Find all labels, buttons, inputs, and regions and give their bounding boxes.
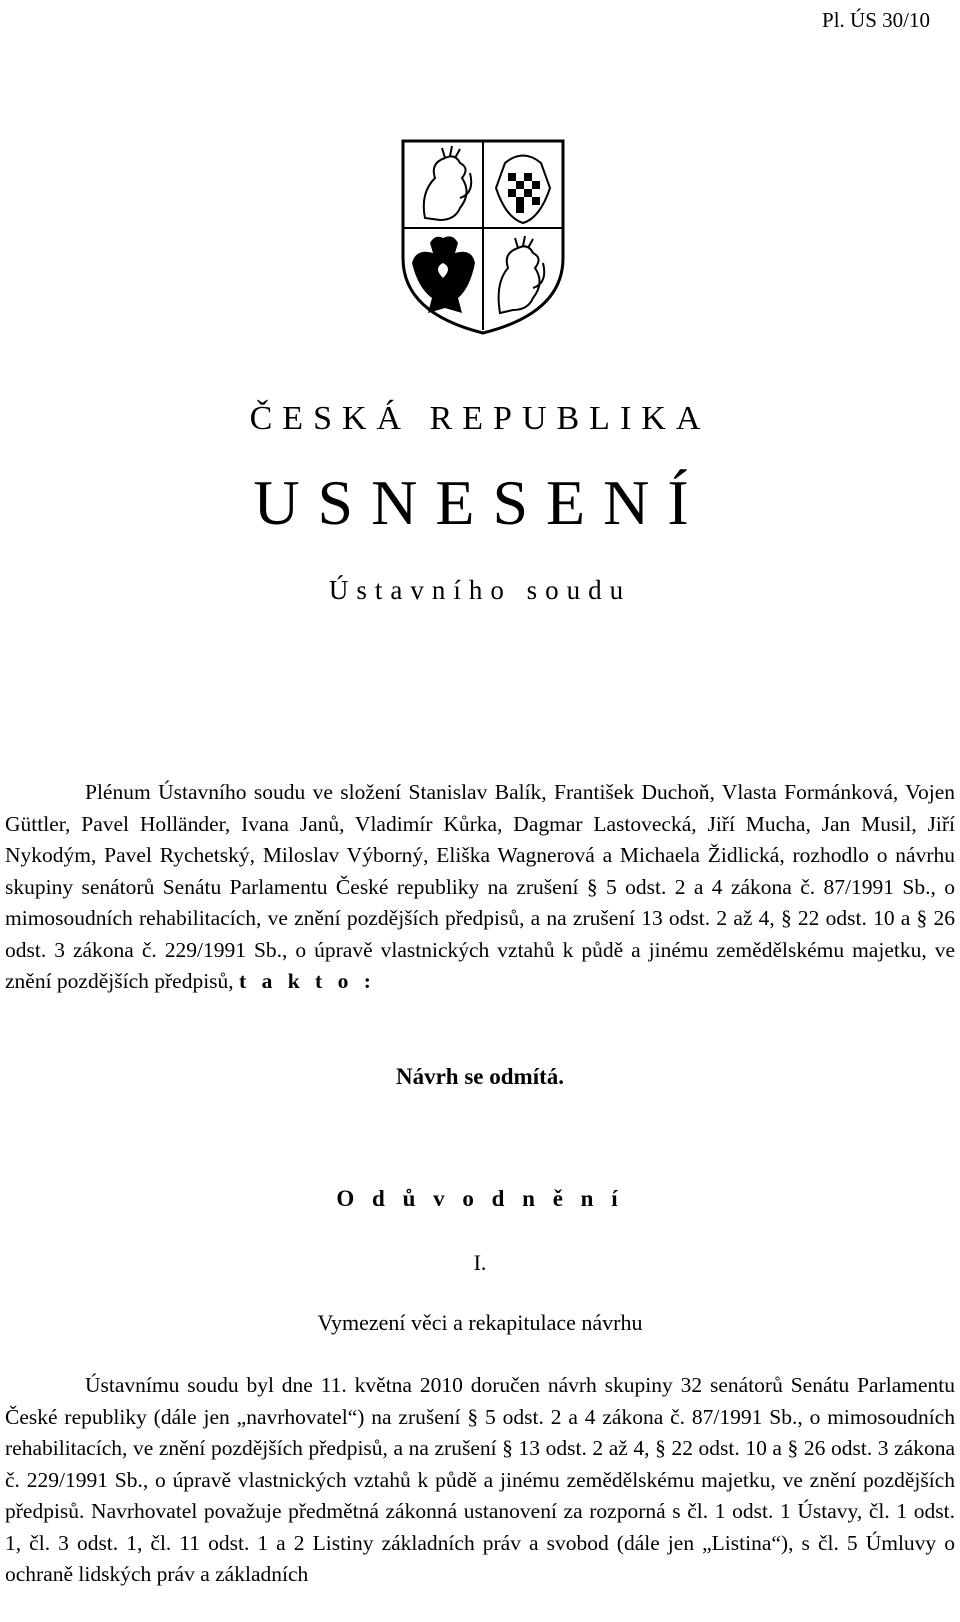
coat-of-arms-icon <box>400 138 566 336</box>
takto-label: t a k t o : <box>239 969 376 993</box>
reasoning-heading: O d ů v o d n ě n í <box>336 1186 624 1211</box>
section-number: I. <box>473 1250 487 1275</box>
reasoning-paragraph: Ústavnímu soudu byl dne 11. května 2010 doručen návrh skupiny 32 senátorů Senátu Parlamentu České republiky (dále jen „navrhovatel“) na zrušení § 5 odst. 2 a 4 zákona č. 87/1991 Sb., o mimosoudních rehabilitacích, ve znění pozdějších předpisů, a na zrušení § 13 odst. 2 až 4, § 22 odst. 10 a § 26 odst. 3 zákona č. 229/1991 Sb., o úpravě vlastnických vztahů k půdě a jinému zemědělskému majetku, ve znění pozdějších předpisů. Navrhovatel považuje předmětná zákonná ustanovení za rozporná s čl. 1 odst. 1 Ústavy, čl. 1 odst. 1, čl. 3 odst. 1, čl. 11 odst. 1 a 2 Listiny základních práv a svobod (dále jen „Listina“), s čl. 5 Úmluvy o ochraně lidských práv a základních <box>5 1373 955 1586</box>
country-title: ČESKÁ REPUBLIKA <box>249 400 711 437</box>
verdict: Návrh se odmítá. <box>395 1064 565 1089</box>
section-title: Vymezení věci a rekapitulace návrhu <box>317 1310 643 1335</box>
document-type: USNESENÍ <box>253 467 707 538</box>
court-name: Ústavního soudu <box>328 575 632 605</box>
resolution-text: Plénum Ústavního soudu ve složení Stanislav Balík, František Duchoň, Vlasta Formánková, Vojen Güttler, Pavel Holländer, Ivana Janů, Vladimír Kůrka, Dagmar Lastovecká, Jiří Mucha, Jan Musil, Jiří Nykodým, Pavel Rychetský, Miloslav Výborný, Eliška Wagnerová a Michaela Židlická, rozhodlo o návrhu skupiny senátorů Senátu Parlamentu České republiky na zrušení § 5 odst. 2 a 4 zákona č. 87/1991 Sb., o mimosoudních rehabilitacích, ve znění pozdějších předpisů, a na zrušení 13 odst. 2 až 4, § 22 odst. 10 a § 26 odst. 3 zákona č. 229/1991 Sb., o úpravě vlastnických vztahů k půdě a jinému zemědělskému majetku, ve znění pozdějších předpisů, <box>5 780 955 993</box>
resolution-paragraph <box>5 777 955 998</box>
case-number: Pl. ÚS 30/10 <box>822 8 930 32</box>
